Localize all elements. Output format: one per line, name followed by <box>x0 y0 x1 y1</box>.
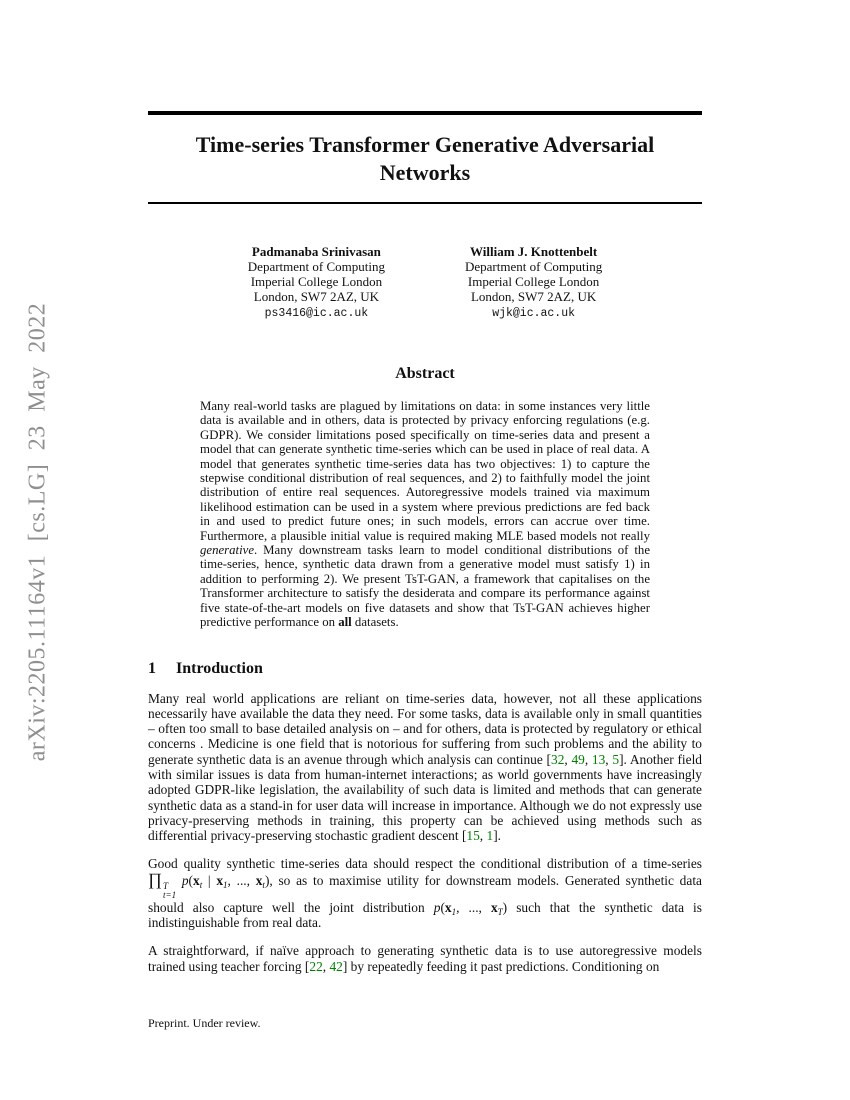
abstract-text: Many real-world tasks are plagued by limitations on data: in some instances very little data is available and in others, data is protected by privacy enforcing regulations (e.g. GDPR). We consider limitations posed specifically on time-series data and present a model that can generate synthetic time-series which can be used in place of real data. A model that generates synthetic time-series data has two objectives: 1) to capture the stepwise conditional distribution of real sequences, and 2) to faithfully model the joint distribution of entire real sequences. Autoregressive models trained via maximum likelihood estimation can be used in a system where previous predictions are fed back in and used to predict future ones; in such models, errors can accrue over time. Furthermore, a plausible initial value is required making MLE based models not really generative. Many downstream tasks learn to model conditional distributions of the time-series, hence, synthetic data drawn from a generative model must satisfy 1) in addition to performing 2). We present TsT-GAN, a framework that capitalises on the Transformer architecture to satisfy the desiderata and compare its performance against five state-of-the-art models on five datasets and show that TsT-GAN achieves higher predictive performance on all datasets. <box>200 399 650 630</box>
author-email: ps3416@ic.ac.uk <box>264 307 369 320</box>
math-inline: ∏ T t=1 $p(x_t$ | $x_1$, ..., $x_t$) <box>148 869 270 900</box>
title-rule-bottom <box>148 202 702 204</box>
authors-row <box>148 244 702 321</box>
math-inline: $p(x_1$, ..., $x_T$) <box>433 899 508 917</box>
author-address: London, SW7 2AZ, UK <box>253 289 380 304</box>
section-title: Introduction <box>176 659 263 677</box>
author-address: London, SW7 2AZ, UK <box>470 289 597 304</box>
arxiv-watermark: arXiv:2205.11164v1 [cs.LG] 23 May 2022 <box>24 302 51 762</box>
citation-link[interactable]: 1 <box>486 828 494 844</box>
paper-title <box>148 131 702 187</box>
author-institution: Imperial College London <box>250 274 383 289</box>
title-rule-top <box>148 111 702 115</box>
author-dept: Department of Computing <box>465 259 603 274</box>
citation-link[interactable]: 15 <box>466 828 480 844</box>
section-number: 1 <box>148 659 156 677</box>
intro-paragraph-1: Many real world applications are reliant on time-series data, however, not all these applications necessarily have available the data they need. For some tasks, data is available only in small quantities – often too small to base detailed analysis on – and for others, data is protected by regulatory or ethical concerns . Medicine is one field that is notorious for suffering from such problems and the ability to generate synthetic data is an avenue through which analysis can continue [32, 49, 13, 5]. Another field with similar issues is data from human-internet interactions; as world governments have increasingly adopted GDPR-like legislation, the availability of such data is limited and methods that can generate synthetic data as a stand-in for user data will increase in importance. Although we do not expressly use privacy-preserving methods in training, this property can be achieved using methods such as differential privacy-preserving stochastic gradient descent [15, 1]. <box>148 690 702 844</box>
author-block <box>465 244 602 321</box>
author-name: William J. Knottenbelt <box>469 244 598 259</box>
intro-paragraph-2: Good quality synthetic time-series data should respect the conditional distribution of a time-series ∏ T t=1 $p(x_t$ | $x_1$, ..., $x_t$), so as to maximise utility for downstream models. Generated synthetic data should also capture well the joint distribution $p(x_1$, ..., $x_T$) such that the synthetic data is indistinguishable from real data. <box>148 856 702 931</box>
citation-link[interactable]: 13 <box>591 751 606 767</box>
paper-content <box>148 0 702 1030</box>
paper-title-line: Networks <box>379 160 471 185</box>
author-block <box>248 244 385 321</box>
citation-link[interactable]: 22 <box>309 958 323 974</box>
citation-link[interactable]: 42 <box>329 958 343 974</box>
citation-link[interactable]: 32 <box>551 751 565 767</box>
citation-link[interactable]: 49 <box>571 751 585 767</box>
author-dept: Department of Computing <box>247 259 385 274</box>
citation-link[interactable]: 5 <box>612 751 620 767</box>
abstract-heading: Abstract <box>395 365 455 382</box>
paper-title-line: Time-series Transformer Generative Adversarial <box>195 132 655 157</box>
section-heading-introduction <box>148 660 702 678</box>
intro-paragraph-3: A straightforward, if naïve approach to generating synthetic data is to use autoregressive models trained using teacher forcing [22, 42] by repeatedly feeding it past predictions. Conditioning on <box>148 943 702 974</box>
footer-note: Preprint. Under review. <box>148 1016 261 1030</box>
author-email: wjk@ic.ac.uk <box>492 307 576 320</box>
author-institution: Imperial College London <box>467 274 600 289</box>
author-name: Padmanaba Srinivasan <box>251 244 381 259</box>
